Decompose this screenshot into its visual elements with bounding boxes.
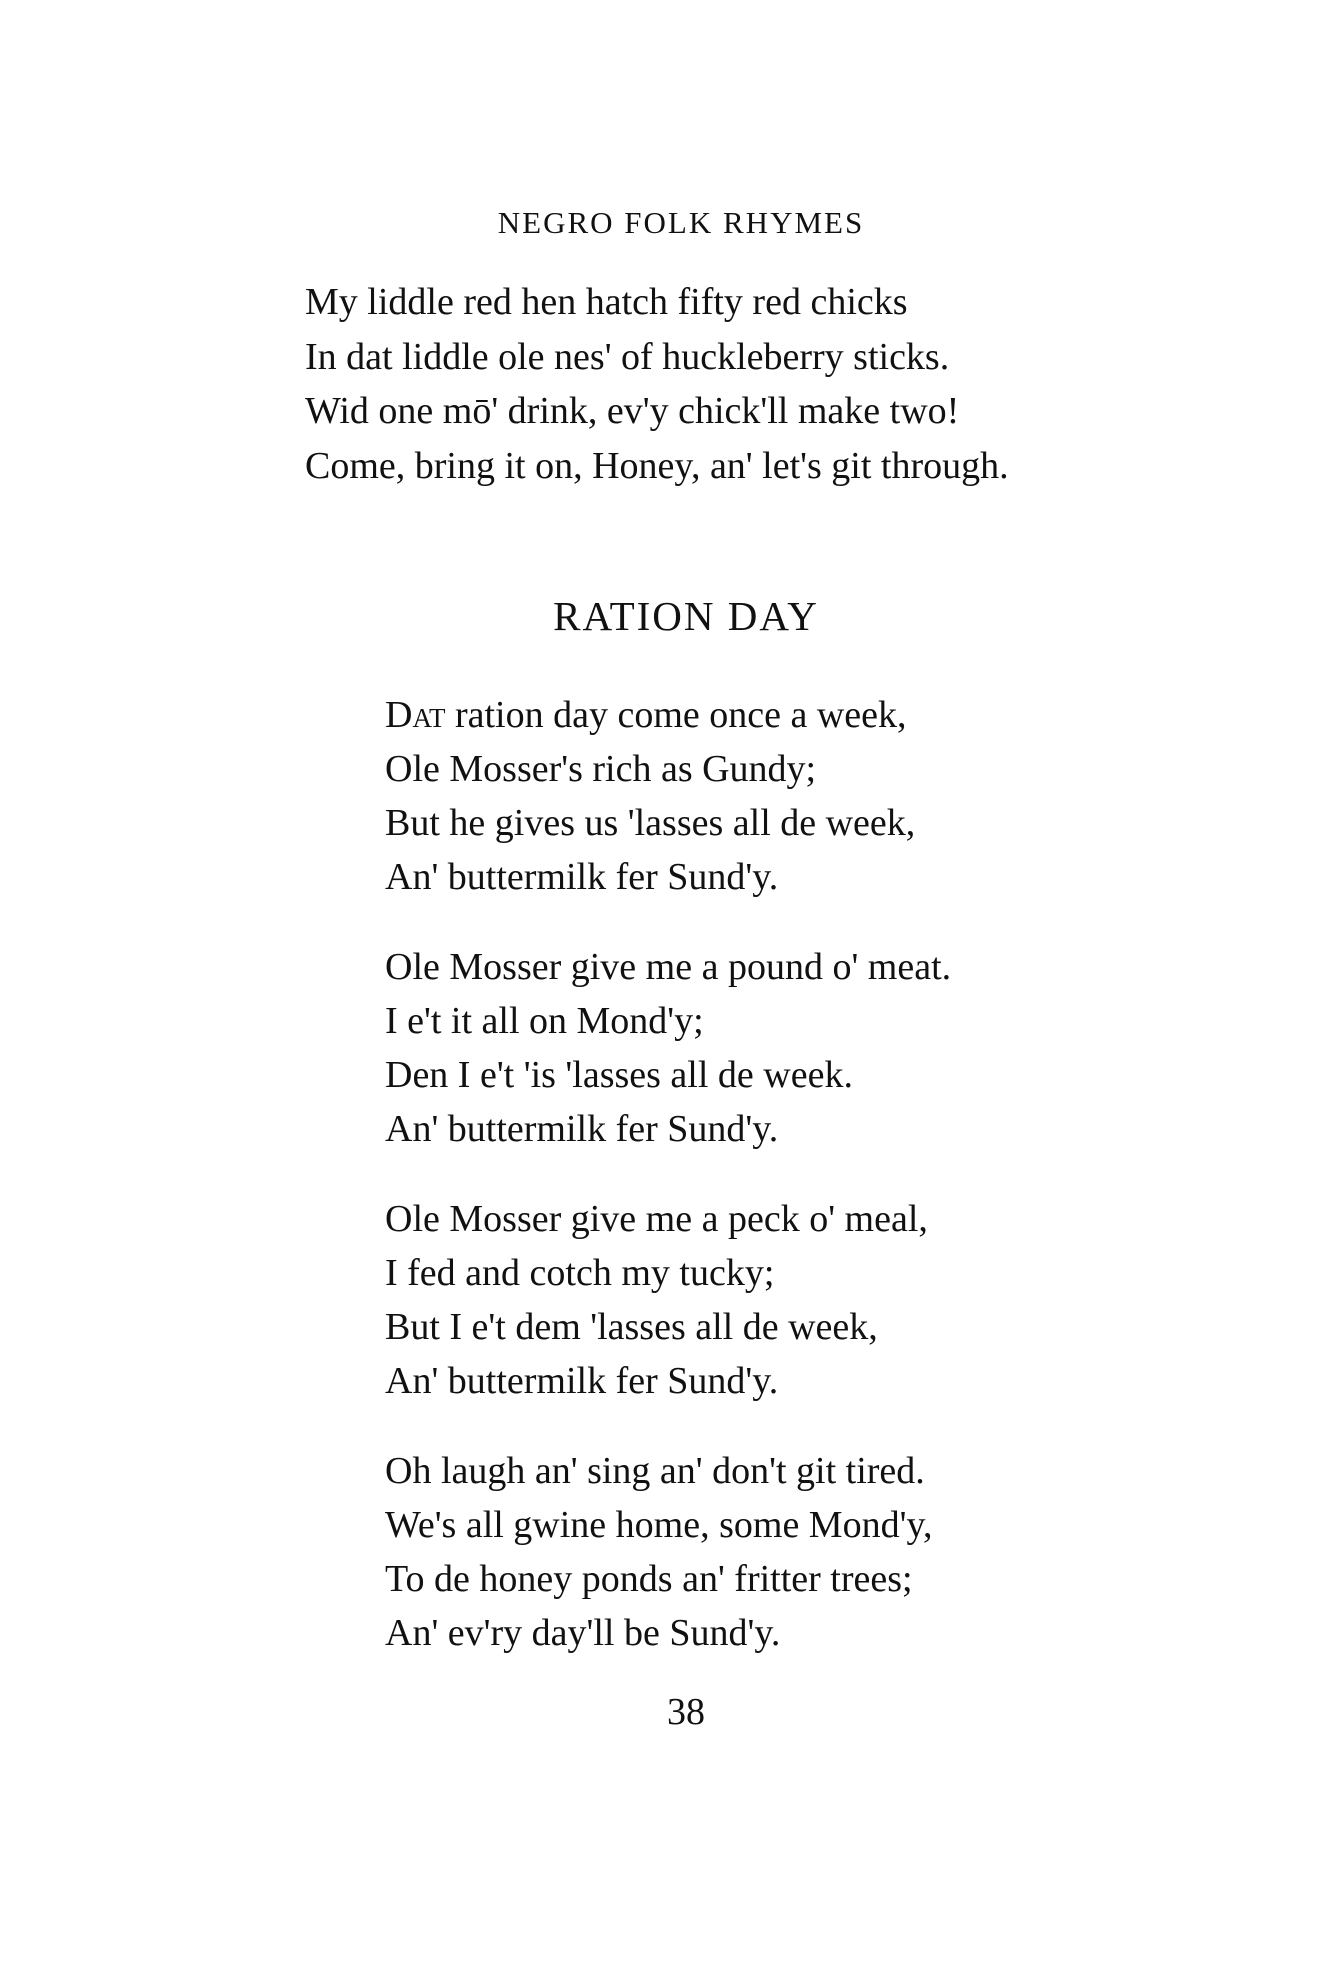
poem-title: RATION DAY xyxy=(553,593,819,639)
verse-line: An' buttermilk fer Sund'y. xyxy=(385,856,779,898)
verse-line: I e't it all on Mond'y; xyxy=(385,1000,704,1042)
verse-line: Wid one mō' drink, ev'y chick'll make two! xyxy=(305,390,960,432)
verse-line: We's all gwine home, some Mond'y, xyxy=(385,1504,933,1546)
verse-line: Ole Mosser's rich as Gundy; xyxy=(385,748,817,790)
running-head: NEGRO FOLK RHYMES xyxy=(497,205,865,240)
top-stanza xyxy=(305,275,1009,493)
stanza-1 xyxy=(385,688,915,904)
verse-line-first xyxy=(385,688,915,742)
verse-line: But I e't dem 'lasses all de week, xyxy=(385,1306,878,1348)
verse-line: Den I e't 'is 'lasses all de week. xyxy=(385,1054,853,1096)
verse-line: I fed and cotch my tucky; xyxy=(385,1252,775,1294)
verse-line: In dat liddle ole nes' of huckleberry sticks. xyxy=(305,335,950,378)
verse-line: Ole Mosser give me a pound o' meat. xyxy=(385,946,952,988)
verse-line: But he gives us 'lasses all de week, xyxy=(385,802,916,844)
page-number: 38 xyxy=(667,1691,705,1733)
first-line-text: ration day come once a week, xyxy=(445,694,907,736)
small-caps-opening-word: Dat xyxy=(385,694,446,736)
stanza-4 xyxy=(385,1444,932,1660)
verse-line: Come, bring it on, Honey, an' let's git through. xyxy=(305,444,1009,487)
verse-line: An' buttermilk fer Sund'y. xyxy=(385,1108,779,1150)
verse-line: Ole Mosser give me a peck o' meal, xyxy=(385,1198,928,1240)
verse-line: An' ev'ry day'll be Sund'y. xyxy=(385,1612,781,1654)
stanza-2 xyxy=(385,940,951,1156)
verse-line: To de honey ponds an' fritter trees; xyxy=(385,1558,913,1600)
verse-line: Oh laugh an' sing an' don't git tired. xyxy=(385,1450,925,1492)
verse-line: An' buttermilk fer Sund'y. xyxy=(385,1360,779,1402)
verse-line: My liddle red hen hatch fifty red chicks xyxy=(305,281,908,323)
stanza-3 xyxy=(385,1192,928,1408)
